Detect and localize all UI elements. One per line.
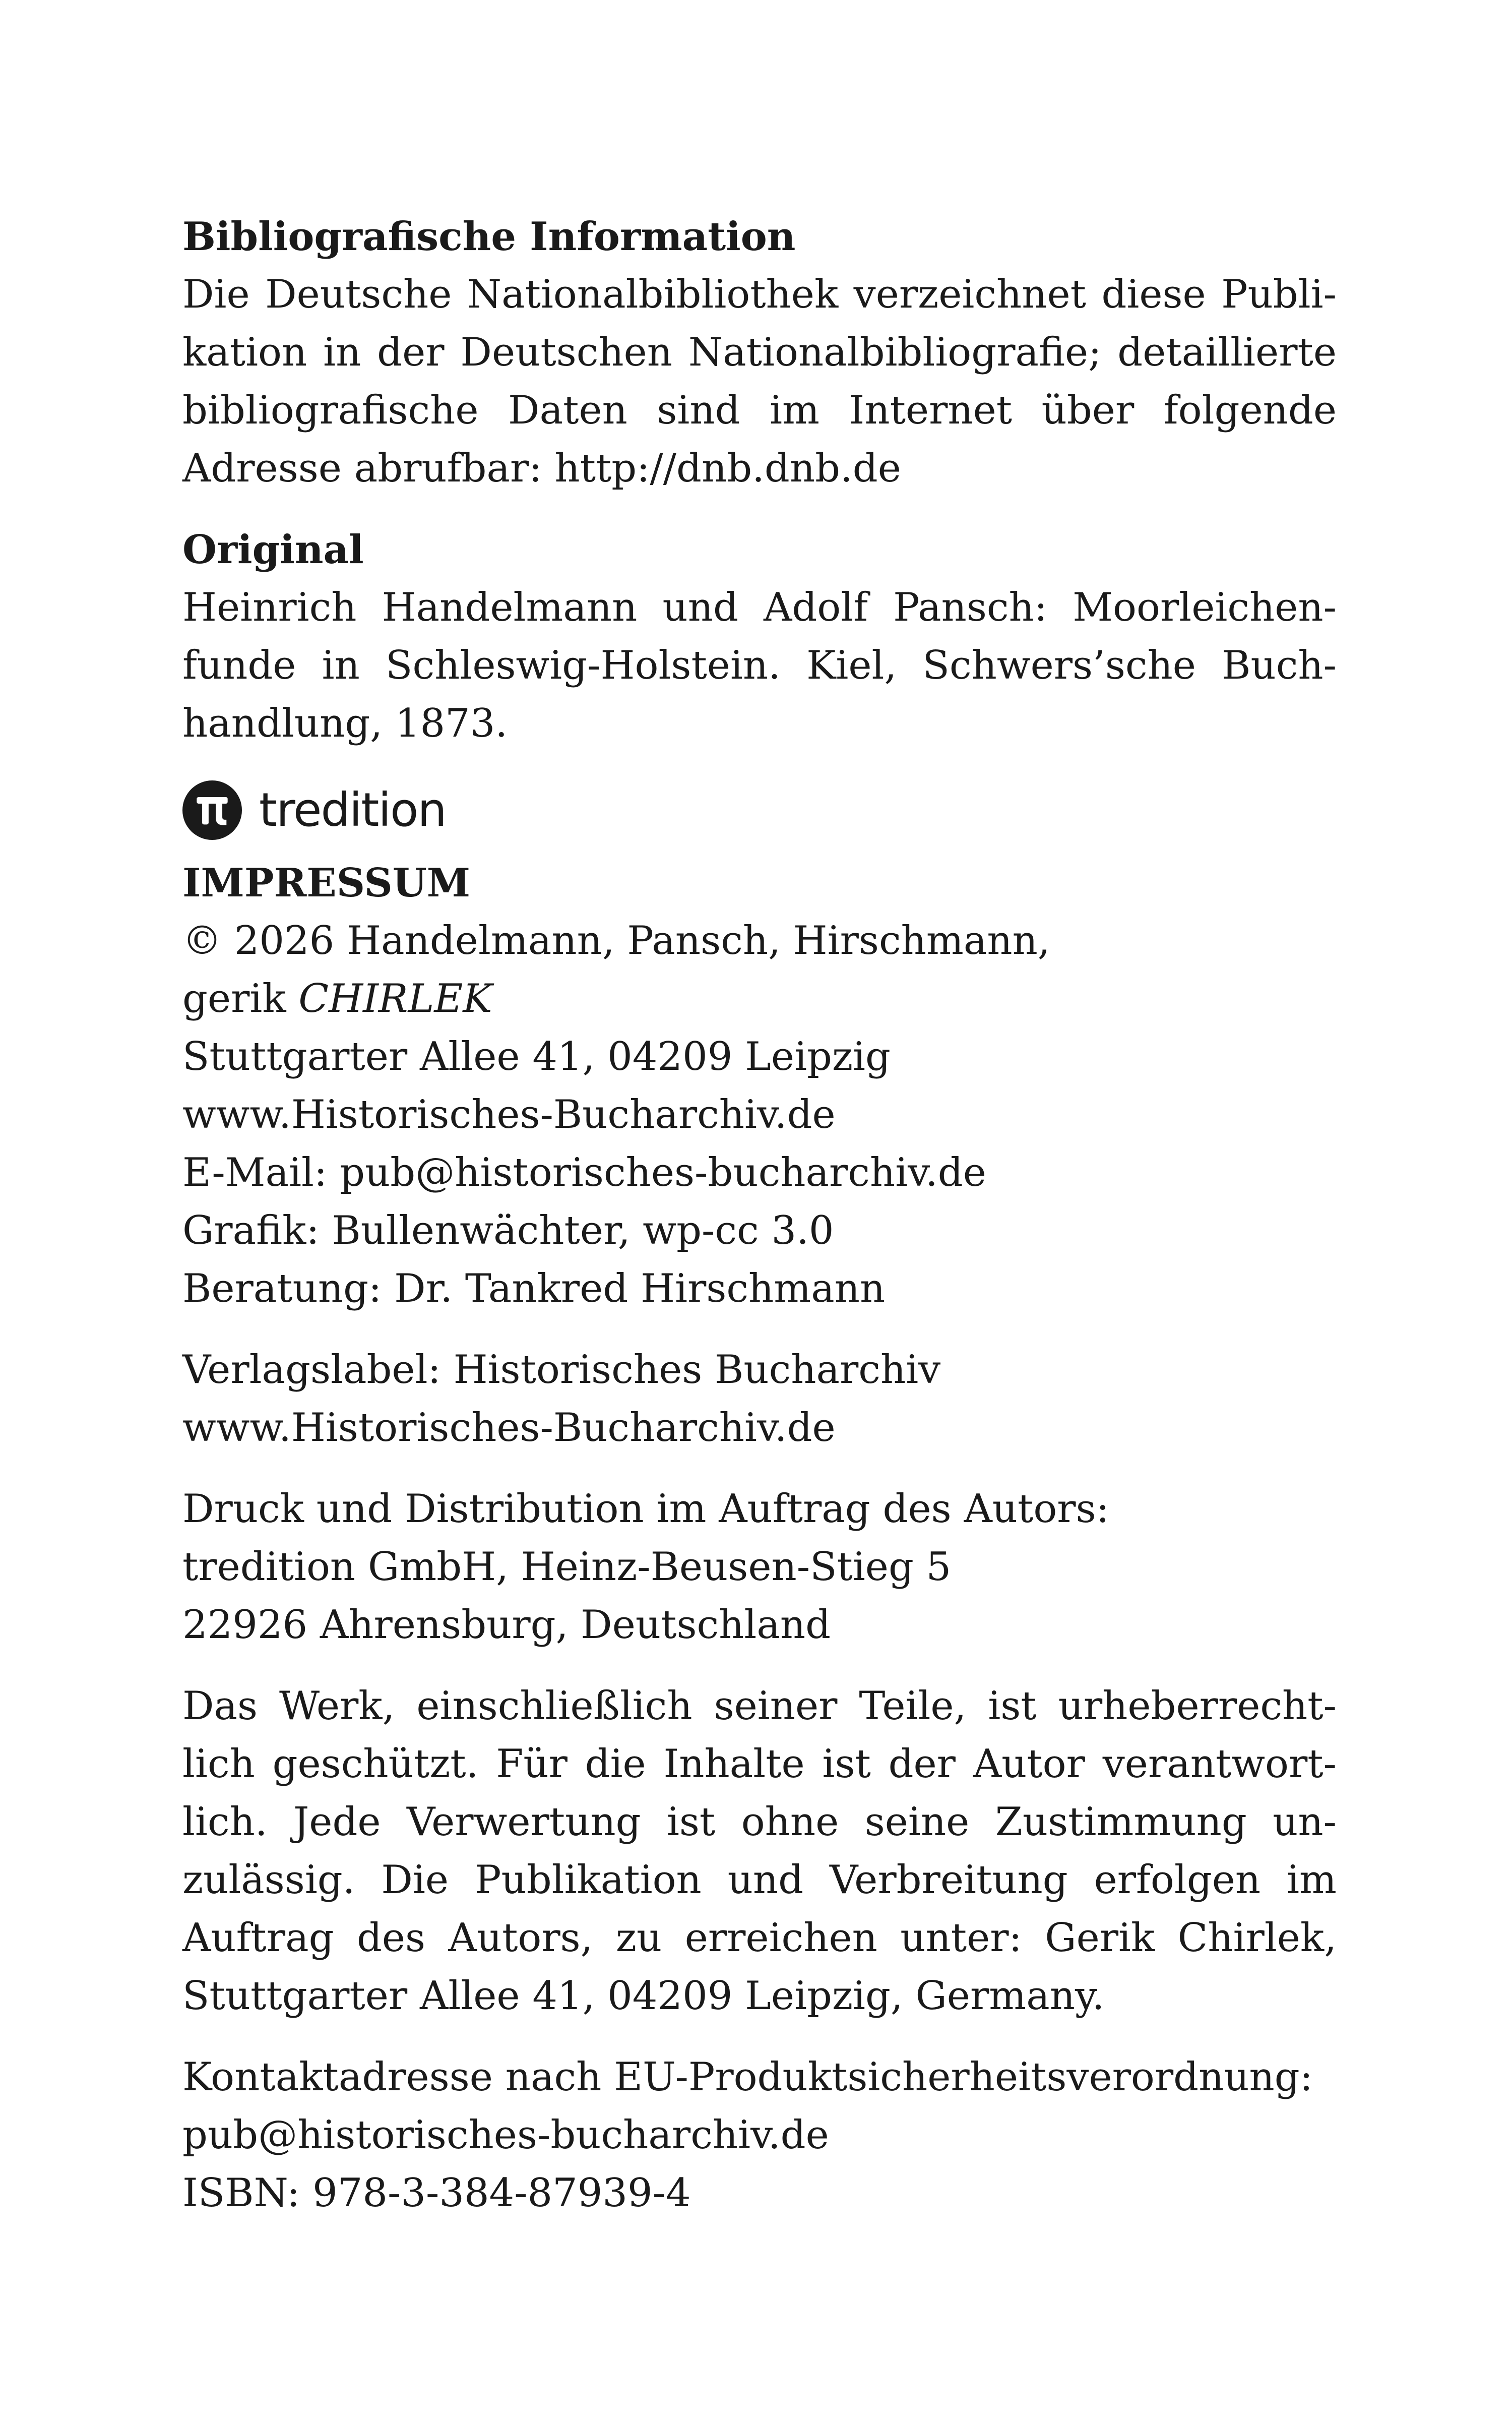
- original-section: [182, 521, 1337, 753]
- bibliography-line: Die Deutsche Nationalbibliothek verzeichnet diese Publi-: [182, 272, 1337, 317]
- copyright-notice-line: Auftrag des Autors, zu erreichen unter: Gerik Chirlek,: [182, 1915, 1337, 1961]
- bibliography-heading: Bibliografische Information: [182, 214, 796, 260]
- bibliography-line: bibliografische Daten sind im Internet über folgende: [182, 388, 1337, 433]
- impressum-section: [182, 854, 1337, 1318]
- distribution-line: Druck und Distribution im Auftrag des Autors:: [182, 1486, 1109, 1532]
- contact-section: [182, 2048, 1337, 2222]
- impressum-line: Grafik: Bullenwächter, wp-cc 3.0: [182, 1208, 834, 1253]
- copyright-notice-line: lich. Jede Verwertung ist ohne seine Zustimmung un-: [182, 1799, 1337, 1845]
- bibliography-line: kation in der Deutschen Nationalbibliografie; detaillierte: [182, 330, 1337, 375]
- copyright-notice-line: Das Werk, einschließlich seiner Teile, ist urheberrecht-: [182, 1683, 1337, 1729]
- impressum-line: Beratung: Dr. Tankred Hirschmann: [182, 1266, 886, 1311]
- tredition-wordmark: tredition: [259, 782, 446, 837]
- author-name: CHIRLEK: [298, 976, 492, 1021]
- label-line: www.Historisches-Bucharchiv.de: [182, 1405, 836, 1450]
- original-heading: Original: [182, 527, 364, 573]
- impressum-line: E-Mail: pub@historisches-bucharchiv.de: [182, 1150, 986, 1195]
- impressum-heading: IMPRESSUM: [182, 860, 471, 906]
- bibliography-section: [182, 208, 1337, 498]
- contact-line: Kontaktadresse nach EU-Produktsicherheitsverordnung:: [182, 2054, 1313, 2100]
- author-prefix: gerik: [182, 976, 299, 1021]
- isbn: ISBN: 978-3-384-87939-4: [182, 2170, 691, 2216]
- impressum-line: www.Historisches-Bucharchiv.de: [182, 1092, 836, 1137]
- copyright-notice-line: lich geschützt. Für die Inhalte ist der Autor verantwort-: [182, 1741, 1337, 1787]
- distribution-line: 22926 Ahrensburg, Deutschland: [182, 1602, 831, 1648]
- tredition-logo: [182, 776, 1337, 844]
- impressum-author: [182, 970, 1337, 1028]
- impressum-line: Stuttgarter Allee 41, 04209 Leipzig: [182, 1034, 891, 1079]
- imprint-page: [182, 208, 1337, 2246]
- impressum-copyright: © 2026 Handelmann, Pansch, Hirschmann,: [182, 918, 1050, 963]
- original-line: handlung, 1873.: [182, 701, 508, 746]
- bibliography-line: Adresse abrufbar: http://dnb.dnb.de: [182, 446, 901, 491]
- distribution-line: tredition GmbH, Heinz-Beusen-Stieg 5: [182, 1544, 952, 1590]
- copyright-notice-line: zulässig. Die Publikation und Verbreitung erfolgen im: [182, 1857, 1337, 1903]
- distribution-section: [182, 1480, 1337, 1654]
- copyright-notice-section: [182, 1677, 1337, 2025]
- original-line: Heinrich Handelmann und Adolf Pansch: Moorleichen-: [182, 585, 1337, 630]
- contact-email: pub@historisches-bucharchiv.de: [182, 2112, 829, 2158]
- copyright-notice-line: Stuttgarter Allee 41, 04209 Leipzig, Germany.: [182, 1973, 1105, 2019]
- label-section: [182, 1341, 1337, 1457]
- tredition-logo-icon: [182, 780, 242, 840]
- original-line: funde in Schleswig-Holstein. Kiel, Schwers’sche Buch-: [182, 643, 1337, 688]
- label-line: Verlagslabel: Historisches Bucharchiv: [182, 1347, 941, 1393]
